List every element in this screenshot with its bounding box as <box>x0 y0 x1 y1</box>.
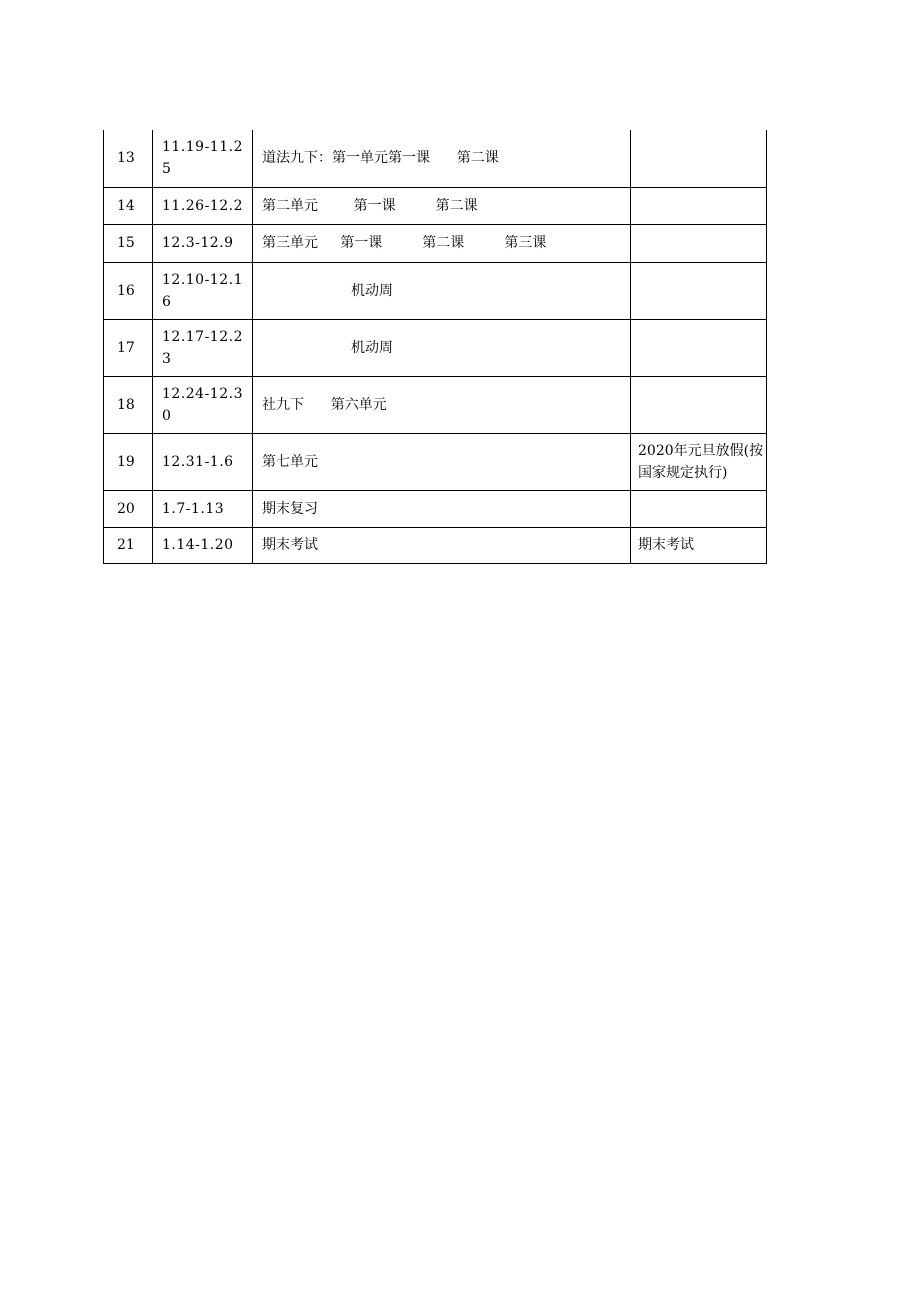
week-cell: 15 <box>104 224 153 262</box>
note-cell <box>631 262 767 319</box>
note-cell <box>631 319 767 376</box>
week-cell: 19 <box>104 433 153 490</box>
week-cell: 20 <box>104 490 153 527</box>
date-cell: 1.14-1.20 <box>153 527 253 563</box>
table-row <box>104 527 767 563</box>
date-cell: 1.7-1.13 <box>153 490 253 527</box>
date-cell: 12.24-12.30 <box>153 376 253 433</box>
week-cell: 21 <box>104 527 153 563</box>
week-cell: 13 <box>104 130 153 187</box>
content-cell: 期末考试 <box>253 527 631 563</box>
content-cell: 第二单元 第一课 第二课 <box>253 187 631 224</box>
table-row <box>104 130 767 187</box>
table-row <box>104 262 767 319</box>
week-cell: 14 <box>104 187 153 224</box>
table-row <box>104 224 767 262</box>
content-cell: 机动周 <box>253 319 631 376</box>
note-cell: 2020年元旦放假(按国家规定执行) <box>631 433 767 490</box>
content-cell: 社九下 第六单元 <box>253 376 631 433</box>
table-row <box>104 187 767 224</box>
note-cell <box>631 187 767 224</box>
date-cell: 12.31-1.6 <box>153 433 253 490</box>
content-cell: 期末复习 <box>253 490 631 527</box>
table-row <box>104 319 767 376</box>
date-cell: 11.26-12.2 <box>153 187 253 224</box>
content-cell: 第七单元 <box>253 433 631 490</box>
schedule-table <box>103 130 767 564</box>
table-row <box>104 433 767 490</box>
note-cell <box>631 224 767 262</box>
week-cell: 16 <box>104 262 153 319</box>
note-cell <box>631 130 767 187</box>
date-cell: 12.10-12.16 <box>153 262 253 319</box>
content-cell: 机动周 <box>253 262 631 319</box>
content-cell: 第三单元 第一课 第二课 第三课 <box>253 224 631 262</box>
note-cell: 期末考试 <box>631 527 767 563</box>
date-cell: 12.3-12.9 <box>153 224 253 262</box>
table-row <box>104 490 767 527</box>
note-cell <box>631 376 767 433</box>
note-cell <box>631 490 767 527</box>
week-cell: 18 <box>104 376 153 433</box>
content-cell: 道法九下：第一单元第一课 第二课 <box>253 130 631 187</box>
date-cell: 11.19-11.25 <box>153 130 253 187</box>
week-cell: 17 <box>104 319 153 376</box>
table-row <box>104 376 767 433</box>
date-cell: 12.17-12.23 <box>153 319 253 376</box>
